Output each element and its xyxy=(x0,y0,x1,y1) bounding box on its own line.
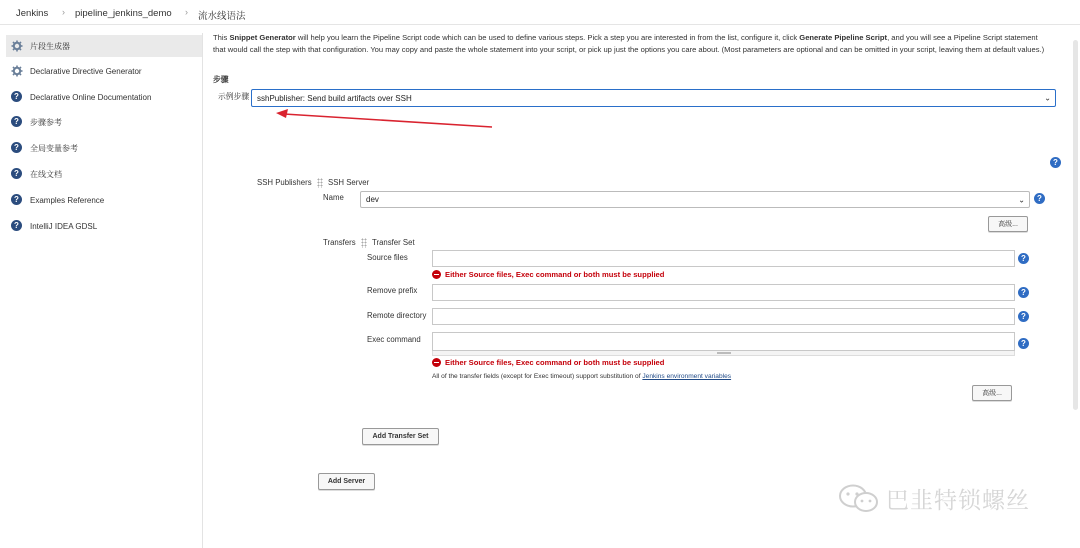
sidebar-item-declarative-online-documentation[interactable] xyxy=(6,86,202,108)
error-text: Either Source files, Exec command or both must be supplied xyxy=(445,358,665,367)
error-icon xyxy=(432,270,441,279)
remove-prefix-input[interactable] xyxy=(432,284,1015,301)
ssh-publishers-label: SSH Publishers xyxy=(257,178,312,187)
annotation-arrow xyxy=(270,106,500,130)
sidebar-item-label: 在线文档 xyxy=(30,169,62,179)
error-text: Either Source files, Exec command or both must be supplied xyxy=(445,270,665,279)
add-server-button[interactable]: Add Server xyxy=(318,473,375,490)
textarea-resize-bar[interactable] xyxy=(432,351,1015,356)
remote-directory-input[interactable] xyxy=(432,308,1015,325)
remote-directory-label: Remote directory xyxy=(367,311,427,320)
remove-prefix-label: Remove prefix xyxy=(367,286,418,295)
help-icon[interactable]: ? xyxy=(1018,253,1029,264)
source-files-input[interactable] xyxy=(432,250,1015,267)
intro-paragraph xyxy=(213,32,1045,56)
breadcrumb-pipeline-syntax[interactable]: 流水线语法 xyxy=(198,11,246,22)
transfer-set-header xyxy=(361,238,415,248)
sidebar-item-label: 全局变量参考 xyxy=(30,143,78,153)
exec-command-error xyxy=(432,358,664,367)
name-label: Name xyxy=(323,193,344,202)
help-icon[interactable]: ? xyxy=(1018,287,1029,298)
help-icon[interactable]: ? xyxy=(1034,193,1045,204)
sidebar-item-label: Declarative Online Documentation xyxy=(30,92,152,102)
help-icon: ? xyxy=(11,116,22,127)
sample-step-label: 示例步骤 xyxy=(218,92,250,101)
breadcrumb-jenkins[interactable]: Jenkins xyxy=(16,8,49,19)
gear-icon xyxy=(11,65,23,77)
sidebar-item-declarative-directive-generator[interactable] xyxy=(6,60,202,82)
sample-step-select[interactable] xyxy=(251,89,1056,107)
sidebar-item-snippet-generator[interactable] xyxy=(6,35,202,57)
breadcrumb-separator: › xyxy=(185,7,188,17)
help-icon: ? xyxy=(11,168,22,179)
sidebar-item-global-variables-reference[interactable] xyxy=(6,137,202,159)
add-transfer-set-button[interactable]: Add Transfer Set xyxy=(362,428,439,445)
sidebar xyxy=(0,33,203,548)
sidebar-item-online-docs[interactable] xyxy=(6,163,202,185)
sidebar-item-examples-reference[interactable] xyxy=(6,189,202,211)
intro-text: , and you will see a Pipeline Script statement that would call the step with that configuration. You may copy and paste the whole statement into your script, or pick up just the options you care about. (Most parameters are optional and can be omitted in your script, leaving them at default values.) xyxy=(213,33,1045,54)
page-scrollbar[interactable] xyxy=(1073,40,1078,410)
chevron-down-icon: ⌄ xyxy=(1018,195,1025,204)
help-icon[interactable]: ? xyxy=(1018,338,1029,349)
sidebar-item-label: 步骤参考 xyxy=(30,117,62,127)
sidebar-item-label: Declarative Directive Generator xyxy=(30,66,142,76)
wechat-watermark xyxy=(838,482,1030,515)
resize-grip[interactable] xyxy=(717,352,731,354)
sidebar-item-label: Examples Reference xyxy=(30,195,105,205)
help-icon[interactable]: ? xyxy=(1018,311,1029,322)
sidebar-item-steps-reference[interactable] xyxy=(6,111,202,133)
ssh-server-header-text: SSH Server xyxy=(328,178,370,188)
help-icon: ? xyxy=(11,220,22,231)
advanced-button[interactable]: 高级... xyxy=(988,216,1028,232)
error-icon xyxy=(432,358,441,367)
substitution-note xyxy=(432,373,731,380)
breadcrumb xyxy=(0,3,1080,25)
exec-command-textarea[interactable] xyxy=(432,332,1015,351)
exec-command-label: Exec command xyxy=(367,335,421,344)
sample-step-value: sshPublisher: Send build artifacts over SSH xyxy=(257,93,412,103)
server-name-select[interactable] xyxy=(360,191,1030,208)
sidebar-item-label: 片段生成器 xyxy=(30,41,70,51)
server-name-value: dev xyxy=(366,195,379,204)
source-files-error xyxy=(432,270,664,279)
breadcrumb-separator: › xyxy=(62,7,65,17)
gear-icon xyxy=(11,40,23,52)
intro-bold-generate-pipeline-script: Generate Pipeline Script xyxy=(799,33,888,42)
source-files-label: Source files xyxy=(367,253,408,262)
intro-bold-snippet-generator: Snippet Generator xyxy=(229,33,296,42)
env-variables-link[interactable]: Jenkins environment variables xyxy=(642,373,732,380)
breadcrumb-project[interactable]: pipeline_jenkins_demo xyxy=(75,8,172,19)
help-icon: ? xyxy=(11,142,22,153)
help-icon: ? xyxy=(11,91,22,102)
transfers-label: Transfers xyxy=(323,238,356,247)
ssh-server-header xyxy=(317,178,369,188)
drag-handle-icon[interactable] xyxy=(361,238,367,248)
steps-heading: 步骤 xyxy=(213,75,229,84)
drag-handle-icon[interactable] xyxy=(317,178,323,188)
watermark-text: 巴韭特锁螺丝 xyxy=(886,487,1030,513)
transfer-set-header-text: Transfer Set xyxy=(372,238,415,248)
intro-text: will help you learn the Pipeline Script code which can be used to define various steps. Pick a step you are interested in from the list, configure it, click xyxy=(295,33,800,42)
chevron-down-icon: ⌄ xyxy=(1044,93,1051,103)
sidebar-item-intellij-idea-gdsl[interactable] xyxy=(6,215,202,237)
intro-text: This xyxy=(213,33,230,42)
wechat-icon xyxy=(838,483,880,515)
advanced-button-transfer[interactable]: 高级... xyxy=(972,385,1012,401)
help-icon[interactable]: ? xyxy=(1050,157,1061,168)
note-text: All of the transfer fields (except for Exec timeout) support substitution of xyxy=(432,373,643,380)
sidebar-item-label: IntelliJ IDEA GDSL xyxy=(30,221,98,231)
help-icon: ? xyxy=(11,194,22,205)
